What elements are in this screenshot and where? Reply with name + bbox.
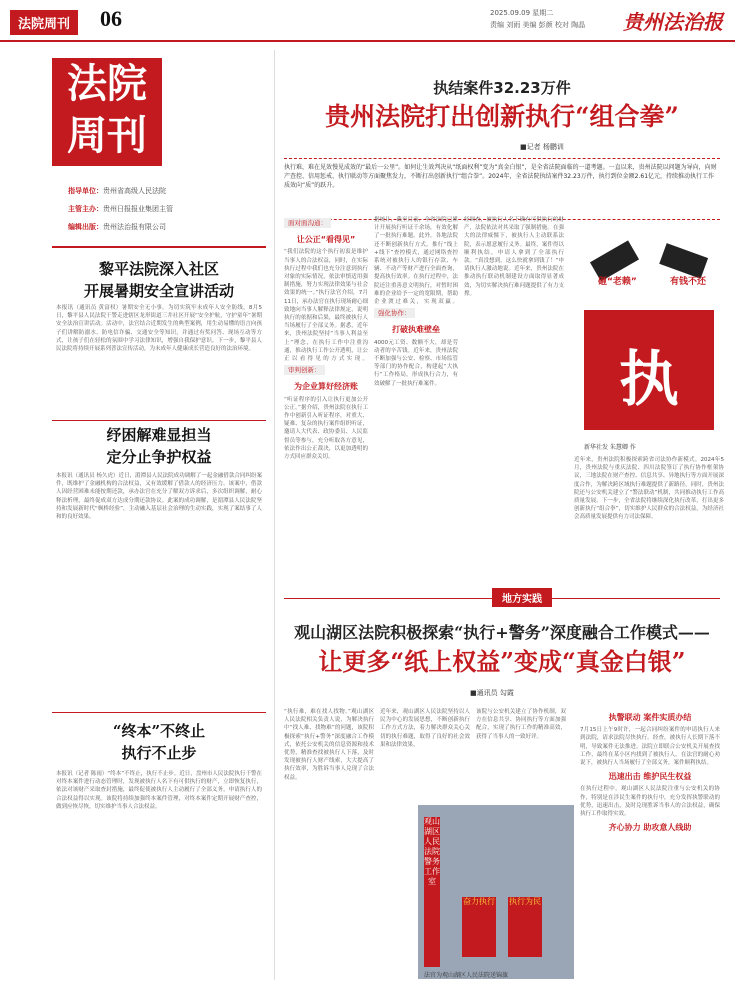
info-row-3: 编辑出版：贵州法治报有限公司 — [68, 223, 166, 231]
masthead-line2: 周刊 — [67, 112, 147, 159]
s2-col-2 — [380, 708, 470, 798]
left-divider — [52, 246, 266, 248]
main-col-1 — [284, 216, 368, 582]
subsection-head-1: 让公正“看得见” — [296, 235, 356, 245]
left-divider-2 — [52, 420, 266, 421]
issue-date: 2025.09.09 星期二 — [490, 9, 554, 17]
photo-caption: 法官为观山湖区人民法院送锦旗 — [424, 972, 509, 979]
mallet-label-2: 有钱不还 — [670, 277, 707, 287]
main-col-3-text: 经调查，被执行人名下确有可供执行的财产，法院依法对其采取了强制措施。在强大的法律威慑下，被执行人主动联系法院，表示愿意履行义务。最终，案件得以顺利执结，申请人拿到了全部执行款。“真没想到，这么快就拿到钱了！”申请执行人激动地说。近年来，贵州法院在推动执行联动机制建设方面取得显著成效，为切实解决执行难问题提供了有力支撑。 — [464, 217, 564, 297]
main-col-2-text: 据统计，截至目前，全省法院已累计开展执行听证千余场，有效化解了一批执行难题。此外，各地法院还不断创新执行方式，推行“线上+线下”查控模式，通过网络查控系统对被执行人的银行存款、车辆、不动产等财产进行全面查询，提高执行效率。在执行过程中，法院还注重善意文明执行，对暂时困难的企业给予一定的宽限期，帮助企业渡过难关，实现双赢。 — [374, 217, 458, 306]
newspaper-logo: 贵州法治报 — [623, 10, 723, 34]
main-kicker: 执结案件32.23万件 — [433, 79, 571, 97]
news-photo — [418, 805, 574, 979]
illustration-stamp-glyph: 执 — [619, 345, 679, 415]
s2-subhead-2: 迅速出击 维护民生权益 — [608, 772, 692, 782]
s2-col-4-text: 7月15日上午9时许，一起合同纠纷案件的申请执行人来到法院，请求法院尽快执行。经查，被执行人长期下落不明，导致案件无法推进。法院立即联合公安机关开展查找工作，最终在某小区内找到了被执行人。在法官的耐心劝说下，被执行人当场履行了全部义务，案件顺利执结。 — [580, 727, 720, 767]
mallet-label-1: 砸“老赖” — [598, 277, 637, 287]
column-masthead — [52, 58, 162, 166]
left-article-3-body: 本报讯（记者 陈雨）“终本”不终止，执行不止步。近日，盘州市人民法院执行干警在对终本案件进行动态管理时，发现被执行人名下有可供执行的财产，立即恢复执行，依法对该财产采取查封措施，最终促使被执行人主动履行了全部义务，申请执行人的合法权益得以实现。该院将持续加强终本案件管理，对终本案件定期开展财产查控，做到应恢尽恢，切实维护当事人合法权益。 — [56, 771, 262, 810]
s2-col-5-text: 在执行过程中，观山湖区人民法院注重与公安机关的协作，特别是在涉民生案件的执行中，充分发挥执警联动的优势，迅速出击，及时兑现胜诉当事人的合法权益，确保执行工作取得实效。 — [580, 786, 720, 818]
section2-headline-lead: 观山湖区法院积极探索“执行+警务”深度融合工作模式—— — [294, 623, 710, 642]
main-lead: 执行难，难在见效慢见成效的“最后一公里”。如何让生效判决从“纸面权利”变为“真金白银”，是全省法院面临的一道考题。一直以来，贵州法院以问题为导向，向财产查控、信用惩戒、执行联动等方面聚焦发力，不断打出创新执行“组合拳”。2024年，全省法院执结案件32.23万件，执行到位金额2.61亿元，持续推动执行工作质效向“质”的跃升。 — [284, 158, 720, 220]
s2-col-1-text: “执行难，难在找人找物。”观山湖区人民法院相关负责人说，为解决执行中“找人难、找物难”的问题，该院积极探索“执行+警务”深度融合工作模式，依托公安机关的信息资源和技术优势，精准查找被执行人下落，及时发现被执行人财产线索，大大提高了执行效率，为胜诉当事人兑现了合法权益。 — [284, 709, 374, 781]
s2-col-3 — [476, 708, 566, 798]
left-article-3-title: “终本”不终止 执行不止步 — [112, 722, 206, 762]
photo-banner-1: 奋力执行 — [462, 897, 496, 957]
main-col-2 — [374, 216, 458, 582]
column-separator — [274, 50, 275, 980]
left-article-2-body: 本报讯（通讯员 杨久虎）近日，湄潭县人民法院成功调解了一起金融借款合同纠纷案件，既维护了金融机构的合法权益，又有效缓解了借款人的经济压力。该案中，借款人因经营困难未能按期还款，承办法官在充分了解双方诉求后，多次组织调解，耐心释法析理，最终促成双方达成分期还款协议。此案的成功调解，是湄潭县人民法院坚持和发展新时代“枫桥经验”，主动融入基层社会治理的生动实践，实现了案结事了人和的良好效果。 — [56, 473, 262, 521]
s2-col-2-text: 近年来，观山湖区人民法院坚持以人民为中心的发展思想，不断创新执行工作方式方法，着力解决群众关心关切的执行难题，取得了良好的社会效果和法律效果。 — [380, 709, 470, 748]
s2-subhead-1: 执警联动 案件实质办结 — [608, 713, 692, 722]
photo-banner-vertical: 观山湖区人民法院警务工作室 — [424, 817, 440, 967]
s2-col-4 — [580, 708, 720, 980]
s2-col-3-text: 该院与公安机关建立了协作机制，双方在信息共享、协同执行等方面加强配合，实现了执行工作的精准高效，获得了当事人的一致好评。 — [476, 709, 566, 740]
s2-subhead-3: 齐心协力 助攻意人线助 — [608, 823, 692, 833]
section2-byline: ■通讯员 勾霞 — [470, 689, 514, 697]
illustration-credit: 新华社发 朱慧卿 作 — [584, 444, 636, 451]
main-col-4 — [574, 456, 724, 582]
subsection-tag-1: 面对面沟通： — [284, 218, 331, 228]
subsection-head-3: 打破执难壁垒 — [392, 325, 440, 335]
info-row-2: 主管主办：贵州日报报业集团主管 — [68, 205, 173, 213]
editor-credits: 责编 刘雨 美编 彭颜 校对 陶晶 — [490, 21, 586, 29]
subsection-tag-3: 强化协作： — [374, 308, 415, 318]
left-article-2-title: 纾困解难显担当 定分止争护权益 — [106, 426, 212, 466]
subsection-head-2: 为企业算好经济账 — [294, 382, 358, 392]
main-col-4-text: 近年来，贵州法院积极探索跨省司法协作新模式。2024年5月，贵州法院与重庆法院、四川法院签订了执行协作框架协议，三地法院在财产查控、信息共享、异地执行等方面开展深度合作，为解决跨区域执行难题提供了新路径。同时，贵州法院还与公安机关建立了“警法联动”机制，共同推动执行工作高质量发展。下一步，全省法院将继续深化执行改革，打出更多创新执行“组合拳”，切实维护人民群众的合法权益，为经济社会高质量发展提供有力司法保障。 — [574, 457, 724, 521]
main-headline: 贵州法院打出创新执行“组合拳” — [325, 102, 679, 131]
subsection-tag-2: 审判创新： — [284, 365, 325, 375]
s2-col-1 — [284, 708, 374, 980]
section2-headline: 让更多“纸上权益”变成“真金白银” — [318, 647, 686, 676]
section-label: 地方实践 — [492, 588, 552, 607]
info-row-1: 指导单位：贵州省高级人民法院 — [68, 187, 166, 195]
left-divider-3 — [52, 712, 266, 713]
page-header — [0, 0, 735, 42]
main-byline: ■记者 杨鹏训 — [520, 143, 564, 151]
left-article-1-body: 本报讯（通讯员 黄富权）暑期安全无小事。为切实筑牢未成年人安全防线，8月5日，黎平县人民法院干警走进辖区龙形街道三井社区开展“安全护航，守护童年”暑期安全法治宣讲活动。活动中，法官结合近期发生的典型案例，用生动易懂的语言向孩子们讲解防溺水、防电信诈骗、交通安全等知识，并通过有奖问答、现场互动等方式，让孩子们在轻松的氛围中学习法律知识，增强自我保护意识。下一步，黎平县人民法院将持续开展系列普法宣传活动，为未成年人健康成长营造良好的法治环境。 — [56, 305, 262, 353]
cartoon-illustration — [574, 220, 724, 454]
main-col-3 — [464, 216, 564, 582]
page-number: 06 — [100, 6, 122, 31]
left-article-1-title: 黎平法院深入社区 开展暑期安全宣讲活动 — [83, 260, 234, 300]
photo-banner-2: 执行为民 — [508, 897, 542, 957]
masthead-info — [68, 182, 173, 236]
masthead-line1: 法院 — [67, 60, 147, 107]
main-col-1-text: “我们法院的这个执行初衷是维护当事人的合法权益，同时，在实际执行过程中我们也充分注意到执行对象的实际情况，依法审慎适用强制措施，努力实现法律效果与社会效果的统一。”执行法官介绍，7月11日，承办法官在执行现场耐心细致地向当事人解释法律规定，说明执行的依据和后果，最终被执行人当场履行了全部义务。据悉，近年来，贵州法院坚持“当事人利益至上”理念，在执行工作中注重沟通，推动执行工作公开透明，让公正以看得见的方式实现。 — [284, 249, 368, 363]
section-tag: 法院周刊 — [10, 10, 78, 35]
main-col-1b-text: “听证程序的引入让执行更加公开公正。”据介绍，贵州法院在执行工作中创新引入听证程序，对重大、疑难、复杂的执行案件组织听证，邀请人大代表、政协委员、人民监督员等参与，充分听取各方意见，依法作出公正裁决，以更加透明的方式回应群众关切。 — [284, 396, 368, 461]
main-col-2b-text: 4000元工资、数额不大，却是劳动者的辛苦钱。近年来，贵州法院不断加强与公安、检察、市场监管等部门的协作配合，构建起“大执行”工作格局，形成执行合力，有效破解了一批执行难案件。 — [374, 339, 458, 387]
